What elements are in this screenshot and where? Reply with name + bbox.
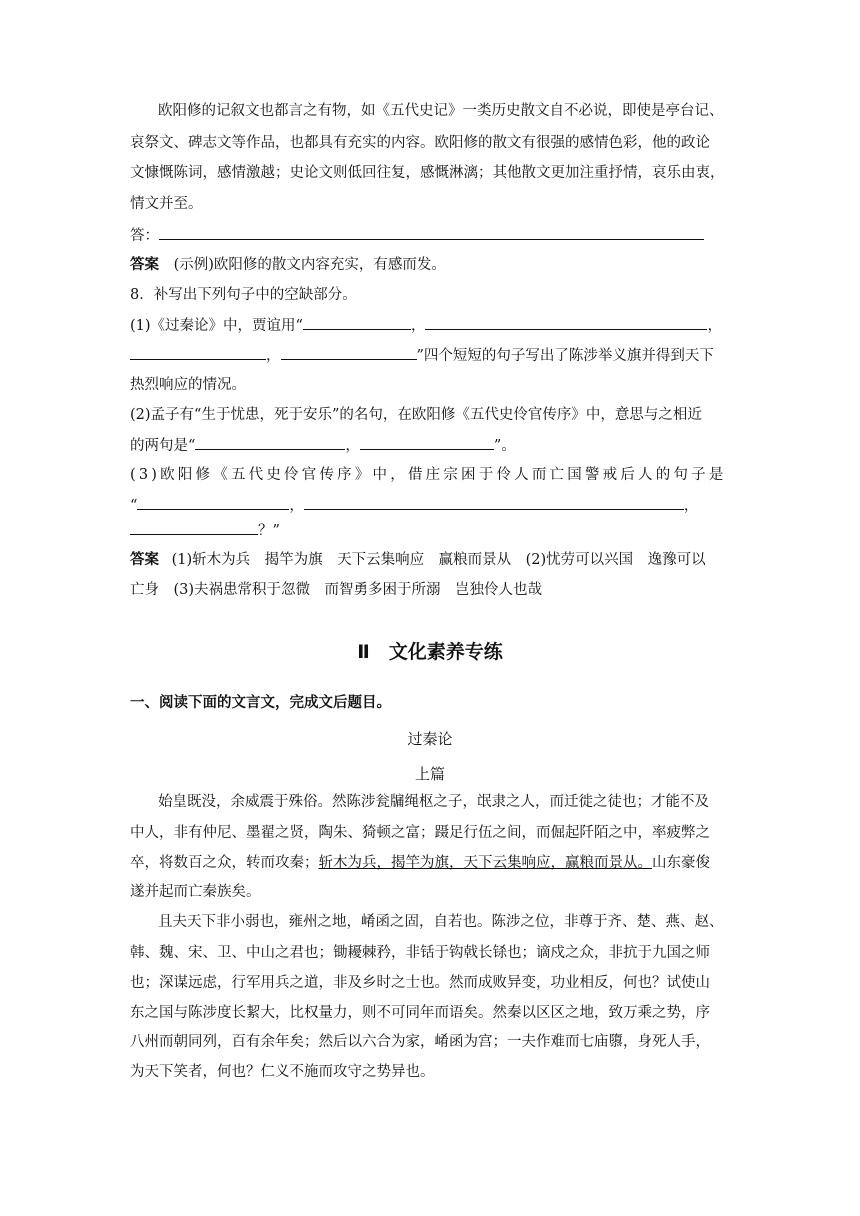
q8-p3-comma-2: ， <box>683 498 699 514</box>
passage-p1-line-4: 遂并起而亡秦族矣。 <box>130 884 261 900</box>
blank-2[interactable] <box>425 315 707 330</box>
text-subtitle: 上篇 <box>414 765 445 783</box>
answer-label: 答案 <box>130 257 159 273</box>
blank-6[interactable] <box>360 435 494 450</box>
q8-part1-line1 <box>130 315 740 336</box>
answer-label: 答案 <box>130 552 159 568</box>
q8-p1-text-a: (1)《过秦论》中，贾谊用“ <box>130 318 303 334</box>
q7-passage-line-4: 情文并至。 <box>130 196 203 212</box>
q8-part3-line1: (3)欧阳修《五代史伶官传序》中，借庄宗困于伶人而亡国警戒后人的句子是 <box>130 467 727 483</box>
q8-p1-comma-1: ， <box>410 318 426 334</box>
q8-part2-line2 <box>130 435 740 456</box>
q8-p2-text-b: 的两句是“ <box>130 438 196 454</box>
q8-p3-comma-1: ， <box>289 498 304 514</box>
passage-p2-line-3: 也；深谋远虑，行军用兵之道，非及乡时之士也。然而成败异变，功业相反，何也？试使山 <box>130 975 710 991</box>
passage-p1-line-1: 始皇既没，余威震于殊俗。然陈涉瓮牖绳枢之子，氓隶之人，而迁徙之徒也；才能不及 <box>158 794 709 810</box>
answer-blank[interactable] <box>159 225 704 240</box>
q8-part3-line3 <box>130 520 740 541</box>
q8-part1-line2 <box>130 345 740 366</box>
q7-answer <box>130 255 740 275</box>
q8-p2-comma: ， <box>345 438 360 454</box>
text-title: 过秦论 <box>407 730 453 748</box>
passage-p2-line-4: 东之国与陈涉度长絜大，比权量力，则不可同年而语矣。然秦以区区之地，致万乘之势，序 <box>130 1005 710 1021</box>
passage-p1-line-3 <box>130 853 740 873</box>
q8-p1-comma-2: ， <box>707 318 722 334</box>
passage-p2-line-6: 为天下笑者，何也？仁义不施而攻守之势异也。 <box>130 1064 435 1080</box>
passage-p1-line-2: 中人，非有仲尼、墨翟之贤，陶朱、猗顿之富；蹑足行伍之间，而倔起阡陌之中，率疲弊之 <box>130 825 710 841</box>
q8-answer-line2: 亡身 (3)夫祸患常积于忽微 而智勇多困于所溺 岂独伶人也哉 <box>130 582 543 598</box>
q8-p1-text-e: ”四个短短的句子写出了陈涉举义旗并得到天下 <box>416 348 714 364</box>
passage-text: 山东豪俊 <box>652 855 710 871</box>
blank-8[interactable] <box>304 495 684 510</box>
q8-part1-line3: 热烈响应的情况。 <box>130 377 246 393</box>
blank-9[interactable] <box>130 520 258 535</box>
q8-p3-open-quote: “ <box>130 498 138 514</box>
blank-7[interactable] <box>137 495 289 510</box>
section-title: Ⅱ 文化素养专练 <box>357 641 503 663</box>
q7-passage-line-3: 文慷慨陈词，感情激越；史论文则低回往复，感慨淋漓；其他散文更加注重抒情，哀乐由衷， <box>130 165 725 181</box>
q8-title: 8．补写出下列句子中的空缺部分。 <box>130 287 357 303</box>
q8-p1-comma-3: ， <box>266 348 281 364</box>
q8-part3-line2 <box>130 495 740 516</box>
q8-p2-text-d: ”。 <box>493 438 516 454</box>
q8-answer-line1 <box>130 550 740 570</box>
q7-answer-line <box>130 225 740 246</box>
q8-part2-line1: (2)孟子有“生于忧患，死于安乐”的名句，在欧阳修《五代史伶官传序》中，意思与之相近 <box>130 407 702 423</box>
answer-prompt: 答： <box>130 228 159 244</box>
passage-p2-line-1: 且夫天下非小弱也，雍州之地，崤函之固，自若也。陈涉之位，非尊于齐、楚、燕、赵、 <box>158 914 724 930</box>
answer-text: (1)斩木为兵 揭竿为旗 天下云集响应 赢粮而景从 (2)忧劳可以兴国 逸豫可以 <box>171 552 706 568</box>
answer-text: (示例)欧阳修的散文内容充实，有感而发。 <box>173 257 446 273</box>
passage-text: 卒，将数百之众，转而攻秦； <box>130 855 319 871</box>
blank-1[interactable] <box>303 315 411 330</box>
blank-5[interactable] <box>195 435 345 450</box>
underlined-sentence: 斩木为兵，揭竿为旗，天下云集响应，赢粮而景从。 <box>318 855 652 871</box>
section-instruction: 一、阅读下面的文言文，完成文后题目。 <box>130 695 391 711</box>
q7-passage-line-1: 欧阳修的记叙文也都言之有物，如《五代史记》一类历史散文自不必说，即使是亭台记、 <box>158 103 724 119</box>
q8-p3-close: ？” <box>258 523 280 539</box>
passage-p2-line-5: 八州而朝同列，百有余年矣；然后以六合为家，崤函为宫；一夫作难而七庙隳，身死人手， <box>130 1034 710 1050</box>
q7-passage-line-2: 哀祭文、碑志文等作品，也都具有充实的内容。欧阳修的散文有很强的感情色彩，他的政论 <box>130 135 710 151</box>
blank-3[interactable] <box>130 345 266 360</box>
passage-p2-line-2: 韩、魏、宋、卫、中山之君也；锄耰棘矜，非铦于钩戟长铩也；谪戍之众，非抗于九国之师 <box>130 945 710 961</box>
blank-4[interactable] <box>281 345 417 360</box>
